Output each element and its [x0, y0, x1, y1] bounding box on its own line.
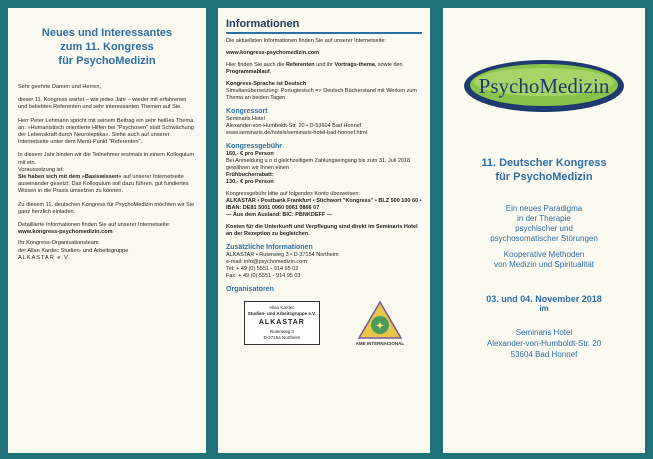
- language-info: [226, 81, 422, 102]
- refs-text: , sowie den: [374, 62, 403, 68]
- ame-label: AME INTERNACIONAL: [355, 341, 405, 346]
- fee-details: [226, 151, 422, 186]
- congress-title: [451, 156, 637, 184]
- news-paragraph: dieser 11. Kongress wartet – wie jedes Jahr – wieder mit erfahrenen und beliebten Referenten und sehr interessanten Themen auf Sie.: [18, 97, 187, 111]
- payment-account: ALKASTAR • Postbank Frankfurt • Stichwort "Kongress" • BLZ 500 100 60 • IBAN: DE81 5001 0060 0061 0866 07: [226, 198, 422, 211]
- refs-bold: Vortrags-thema: [334, 62, 375, 68]
- fee-condition: Bei Anmeldung u n d gleichzeitigem Zahlungseingang bis zum 31. Juli 2018 gewähren wir Ihnen einen: [226, 158, 411, 171]
- news-title-line: zum 11. Kongress: [60, 41, 154, 53]
- fee-early-price: 130,- € pro Person: [226, 179, 274, 185]
- refs-text: .: [269, 69, 272, 75]
- organizers-title: Organisatoren: [226, 286, 274, 293]
- refs-bold: Programmablauf: [226, 69, 270, 75]
- contact-address: ALKASTAR • Rutenweg 3 • D-37154 Northeim: [226, 252, 339, 258]
- venue-line: Seminaris Hotel: [515, 328, 573, 337]
- news-paragraph: Zu diesem 11. deutschen Kongress für PsychoMedizin möchten wir Sie ganz herzlich einladen.: [18, 201, 195, 215]
- closing-line: Ihr Kongress-Organisationsteam: [18, 240, 99, 247]
- subtitle-line: in der Therapie: [517, 214, 571, 223]
- svg-text:✦: ✦: [375, 321, 385, 332]
- panel-cover: [443, 8, 645, 453]
- subtitle-line: von Medizin und Spiritualität: [493, 260, 595, 269]
- website-intro: Detaillierte Informationen finden Sie auf unserer Internetseite:: [18, 222, 171, 229]
- para3-requirement: Voraussetzung ist:: [18, 166, 64, 173]
- psychomedizin-logo: [459, 56, 629, 116]
- info-heading: Informationen: [226, 18, 422, 34]
- para3-rest: auf unserer Internetseite auseinander gesetzt. Das Kolloquium soll dazu führen, gut fundiertes Wissen in die Praxis umsetzen zu können.: [18, 174, 189, 195]
- logo-text: PsychoMedizin: [478, 74, 610, 98]
- venue-line: Seminaris Hotel: [226, 116, 265, 122]
- closing-line: der Allan Kardec Studien- und Arbeitsgruppe: [18, 247, 129, 254]
- subtitle-line: Ein neues Paradigma: [505, 204, 583, 213]
- venue-line: Alexander-von-Humboldt-Str. 20 • D-53604 Bad Honnef: [226, 123, 362, 129]
- payment-foreign: — Aus dem Ausland: BIC: PBNKDEFF —: [226, 212, 333, 218]
- congress-title-line: 11. Deutscher Kongress: [481, 157, 607, 169]
- payment-line: Kongressgebühr bitte auf folgendes Konto überweisen:: [226, 191, 360, 197]
- congress-date: 03. und 04. November 2018: [486, 294, 602, 304]
- info-intro: Die aktuellsten Informationen finden Sie auf unserer Internetseite:: [226, 38, 386, 44]
- subtitle-line: Kooperative Methoden: [503, 250, 585, 259]
- news-paragraph: [18, 222, 196, 236]
- contact-email[interactable]: e-mail: info@psychomedizin.com: [226, 259, 307, 265]
- stamp-line: Studien- und Arbeitsgruppe e.V.: [247, 311, 316, 316]
- ame-logo: [356, 300, 405, 346]
- payment-details: [226, 191, 422, 219]
- news-paragraph: Herr Peter Lehmann spricht mit seinem Beitrag ein sehr heißes Thema an: »Humanistisch orientierte Hilfen bei "Psychosen" statt Schwächung der Lebenskraft durch Neuroleptika«. Siehe auch auf unserer Internetseite unter dem Menü-Punkt "Referenten".: [18, 117, 194, 146]
- venue-title: Kongressort: [226, 108, 268, 115]
- news-title-line: Neues und Interessantes: [41, 27, 173, 39]
- congress-title-line: für PsychoMedizin: [495, 171, 593, 183]
- closing-line: ALKASTAR e.V.: [18, 254, 71, 261]
- cover-venue: [451, 327, 637, 360]
- refs-text: und ihr: [314, 62, 335, 68]
- panel-info: [218, 8, 430, 453]
- language-title: Kongress-Sprache ist Deutsch: [226, 81, 307, 87]
- paradigm-subtitle: [451, 204, 637, 244]
- alkastar-stamp: [244, 301, 320, 345]
- venue-line: Alexander-von-Humboldt-Str. 20: [486, 339, 602, 348]
- psychomedizin-logo-icon: [459, 56, 629, 116]
- stamp-line: Rutenweg 3: [269, 329, 294, 334]
- venue-details: [226, 116, 422, 137]
- extra-info-title: Zusätzliche Informationen: [226, 244, 313, 251]
- fee-title: Kongressgebühr: [226, 143, 283, 150]
- subtitle-line: psychosomatischer Störungen: [490, 234, 598, 243]
- methods-subtitle: [451, 250, 637, 270]
- panel-news: [8, 8, 206, 453]
- website-link[interactable]: www.kongress-psychomedizin.com: [18, 229, 113, 236]
- ame-emblem-icon: [357, 300, 403, 340]
- stamp-name: ALKASTAR: [258, 319, 305, 326]
- subtitle-line: psychischer und: [515, 224, 573, 233]
- info-website-link[interactable]: www.kongress-psychomedizin.com: [226, 50, 320, 56]
- language-body: Simultanübersetzung: Portugiesisch => Deutsch Bücherstand mit Werken zum Thema an beiden Tagen: [226, 88, 417, 101]
- fee-price: 160,- € pro Person: [226, 151, 274, 157]
- news-paragraph: [18, 152, 196, 195]
- extra-info-details: [226, 252, 422, 280]
- fee-early-label: Frühbucherrabatt:: [226, 172, 274, 178]
- date-suffix: im: [539, 304, 549, 313]
- contact-phone: Tel: + 49 (0) 5551 - 914 95 02: [226, 266, 299, 272]
- contact-fax: Fax: + 49 (0) 5551 - 914 95 03: [226, 273, 301, 279]
- cost-note: Kosten für die Unterkunft und Verpflegung sind direkt im Seminaris Hotel an der Rezeption zu begleichen.: [226, 224, 418, 237]
- venue-line: 53604 Bad Honnef: [510, 350, 578, 359]
- closing: [18, 240, 196, 262]
- news-title-line: für PsychoMedizin: [58, 55, 156, 67]
- greeting: Sehr geehrte Damen und Herren,: [18, 84, 102, 90]
- organizer-logos: [226, 300, 422, 346]
- para3-intro: In diesem Jahr binden wir die Teilnehmer erstmals in einem Kolloquium mit ein.: [18, 152, 195, 166]
- venue-link[interactable]: www.seminaris.de/hotels/seminaris-hotel-bad-honnef.html: [226, 130, 367, 136]
- stamp-line: D-37154 Northeim: [263, 335, 301, 340]
- news-title: [18, 26, 196, 68]
- info-refs: [226, 62, 422, 76]
- stamp-line: Allan Kardec: [269, 305, 295, 310]
- refs-bold: Referenten: [285, 62, 315, 68]
- para3-bold: Sie haben sich mit dem »Basiswissen«: [18, 174, 122, 181]
- refs-text: Hier finden Sie auch die: [226, 62, 286, 68]
